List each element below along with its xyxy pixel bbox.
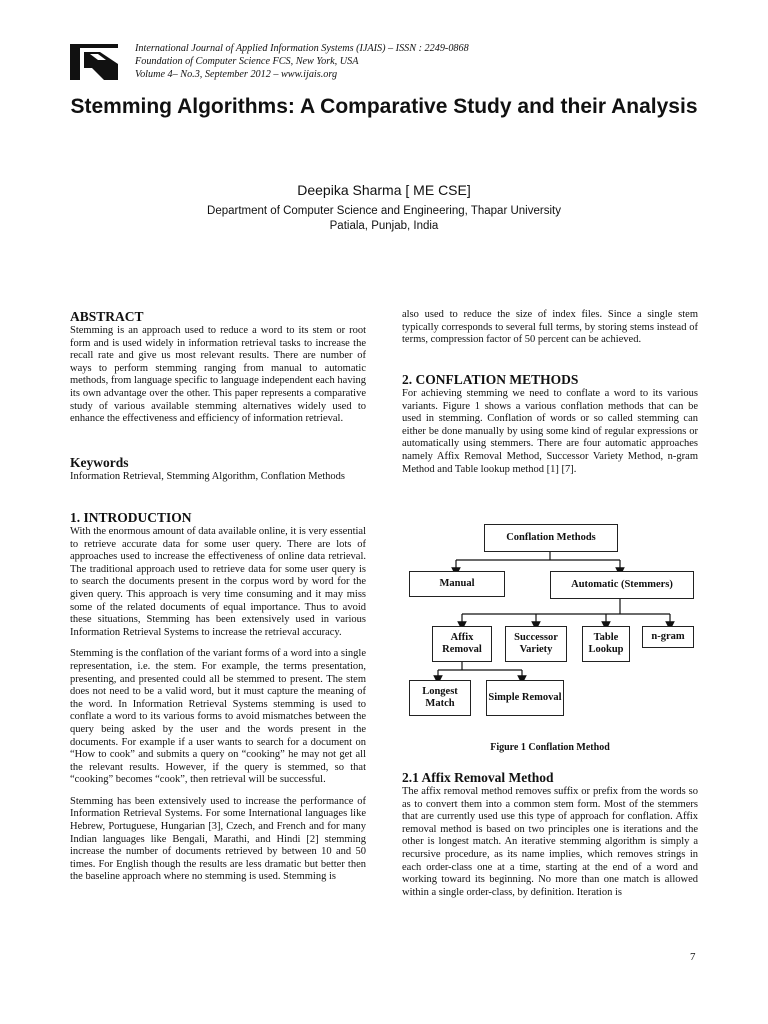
introduction-paragraph-3: Stemming has been extensively used to increase the performance of Information Retrieval Systems. For some International languages like Hebrew, Portuguese, Hungarian [3], Czech, and French and for many Indian languages like Bengali, Marathi, and Hindi [2] stemming increase the number of documents retrieved by between 10 and 50 times. For English though the results are less dramatic but better then the baseline approach where no stemming is used. Stemming is — [70, 795, 366, 883]
journal-name: International Journal of Applied Information Systems (IJAIS) – ISSN : 2249-0868 — [135, 43, 469, 54]
keywords-heading: Keywords — [70, 455, 129, 470]
abstract-heading: ABSTRACT — [70, 309, 144, 324]
introduction-heading: 1. INTRODUCTION — [70, 510, 192, 525]
conflation-text: For achieving stemming we need to conflate a word to its various variants. Figure 1 shows a various conflation methods that can be used in stemming. Conflation of words or so called stemming can either be done manually by using some kind of regular expressions or automatically using stemmers. There are four automatic approaches namely Affix Removal Method, Successor Variety Method, n-gram Method and Table lookup method [1] [7]. — [402, 388, 698, 475]
figure-node-longest-match: Longest Match — [409, 680, 471, 716]
introduction-paragraph-1: With the enormous amount of data available online, it is very essential to retrieve accurate data for some user query. There are lots of approaches used to increase the effectiveness of online data retrieval. The traditional approach used to retrieve data for some user query is to search the documents present in the corpus word by word for the given query. This approach is very time consuming and it may miss some of the related documents of equal importance. Thus to avoid these situations, Stemming has been extensively used in various Information Retrieval Systems to increase the retrieval accuracy. — [70, 526, 366, 638]
figure-node-table-lookup: Table Lookup — [582, 626, 630, 662]
figure-node-conflation-methods: Conflation Methods — [484, 524, 618, 552]
abstract-section — [70, 309, 366, 426]
page-number: 7 — [690, 951, 696, 963]
conflation-figure — [402, 518, 698, 728]
journal-header — [135, 42, 469, 81]
abstract-text: Stemming is an approach used to reduce a word to its stem or root form and is used widely in information retrieval tasks to increase the recall rate and give us most relevant results. There are number of ways to perform stemming ranging from manual to automatic methods, from language specific to language independent each having its own advantage over the other. This paper represents a comparative study of various available stemming alternatives widely used to enhance the effectiveness and efficiency of information retrieval. — [70, 325, 366, 425]
affix-removal-section — [402, 770, 698, 899]
keywords-section — [70, 455, 366, 484]
conflation-section — [402, 372, 698, 476]
journal-foundation: Foundation of Computer Science FCS, New York, USA — [135, 56, 359, 67]
figure-node-simple-removal: Simple Removal — [486, 680, 564, 716]
affiliation-location: Patiala, Punjab, India — [329, 220, 439, 232]
introduction-paragraph-2: Stemming is the conflation of the variant forms of a word into a single representation, i.e. the stem. For example, the terms presentation, presenting, and presented could all be stemmed to present. The stem does not need to be a valid word, but it must capture the meaning of the word. In Information Retrieval Systems stemming is used to conflate a word to its various forms to avoid mismatches between the query being asked by the user and the words present in the documents. For example if a user wants to search for a document on “How to cook” and submits a query on “cooking” he may not get all the relevant results. However, if the query is stemmed, so that “cooking” becomes “cook”, then retrieval will be successful. — [70, 648, 366, 786]
continued-paragraph: also used to reduce the size of index files. Since a single stem typically corresponds to several full terms, by storing stems instead of terms, compression factor of 50 percent can be achieved. — [402, 309, 698, 346]
figure-node-successor-variety: Successor Variety — [505, 626, 567, 662]
figure-node-automatic: Automatic (Stemmers) — [550, 571, 694, 599]
journal-logo-icon — [70, 44, 118, 80]
keywords-text: Information Retrieval, Stemming Algorithm, Conflation Methods — [70, 471, 346, 482]
figure-node-manual: Manual — [409, 571, 505, 597]
paper-title: Stemming Algorithms: A Comparative Study and their Analysis — [70, 95, 698, 118]
affiliation-dept: Department of Computer Science and Engineering, Thapar University — [207, 205, 561, 217]
affiliation — [0, 204, 768, 234]
continued-text — [402, 309, 698, 347]
author-name: Deepika Sharma [ ME CSE] — [297, 182, 471, 198]
introduction-section — [70, 510, 366, 884]
affix-removal-heading: 2.1 Affix Removal Method — [402, 770, 554, 785]
conflation-heading: 2. CONFLATION METHODS — [402, 372, 579, 387]
affix-removal-text: The affix removal method removes suffix or prefix from the words so as to convert them into a common stem form. Most of the stemmers that are currently used use this type of approach for conflation. Affix removal method is based on two principles one is iterations and the other is longest match. An iterative stemming algorithm is simply a recursive procedure, as its name implies, which removes strings in each order-class one at a time, starting at the end of a word and working toward its beginning. No more than one match is allowed within a single order-class, by definition. Iteration is — [402, 786, 698, 898]
figure-node-ngram: n-gram — [642, 626, 694, 648]
figure-node-affix-removal: Affix Removal — [432, 626, 492, 662]
journal-volume: Volume 4– No.3, September 2012 – www.ijais.org — [135, 69, 338, 80]
figure-caption: Figure 1 Conflation Method — [490, 742, 610, 753]
